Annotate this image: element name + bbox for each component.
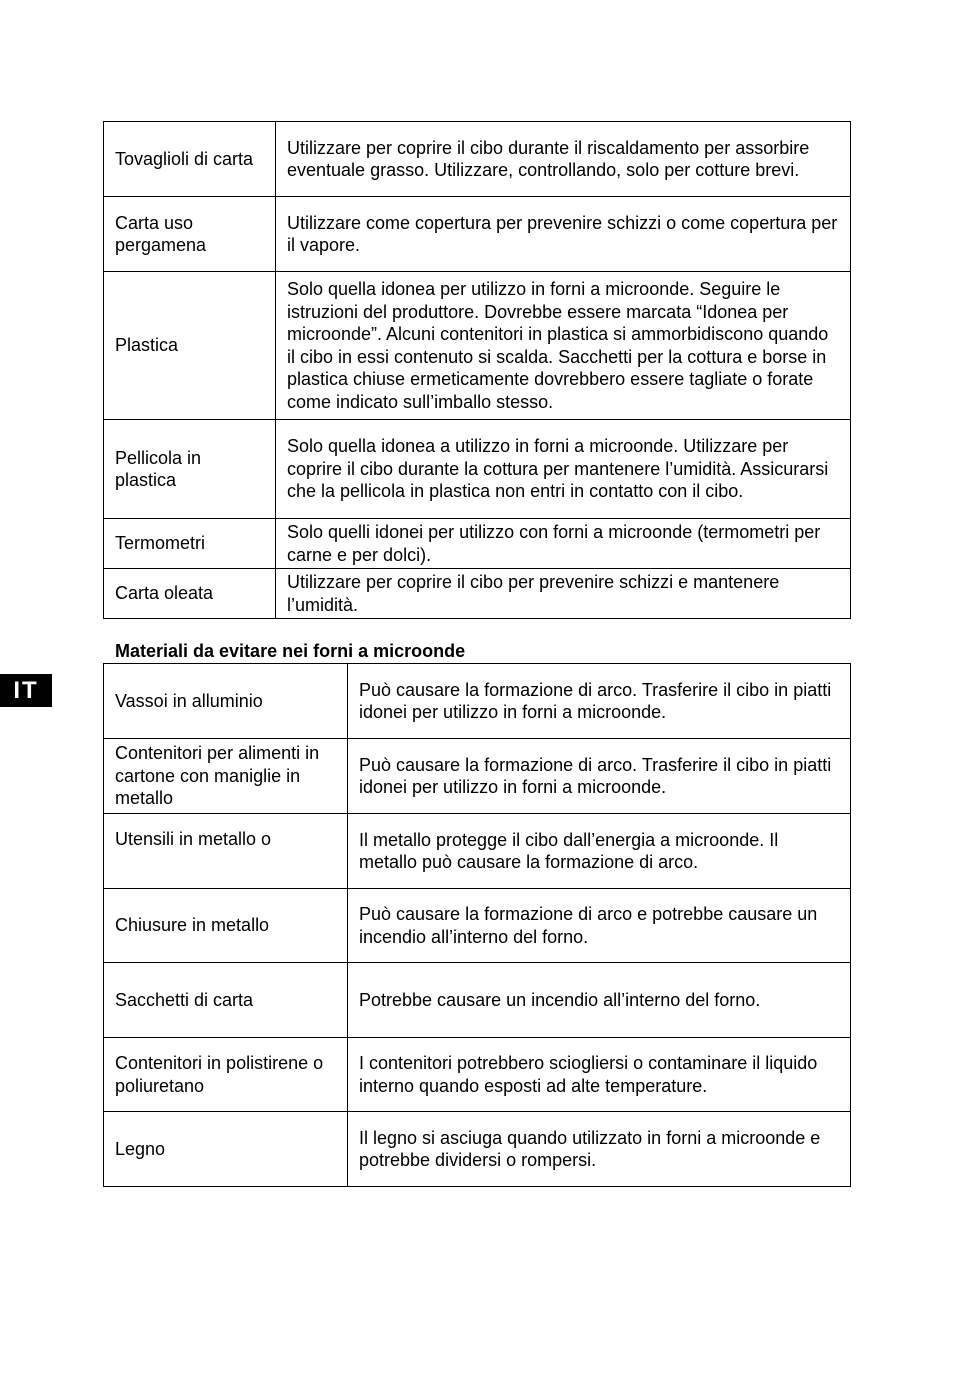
- table-row: [104, 420, 851, 519]
- notes-cell: I contenitori potrebbero sciogliersi o contaminare il liquido interno quando esposti ad alte temperature.: [348, 1038, 851, 1112]
- notes-cell: Utilizzare come copertura per prevenire schizzi o come copertura per il vapore.: [276, 197, 851, 272]
- table-row: [104, 1112, 851, 1187]
- notes-cell: Utilizzare per coprire il cibo durante il riscaldamento per assorbire eventuale grasso. Utilizzare, controllando, solo per cotture brevi.: [276, 122, 851, 197]
- notes-cell: Potrebbe causare un incendio all’interno del forno.: [348, 963, 851, 1038]
- avoid-materials-table: [103, 663, 851, 1187]
- table-row: [104, 569, 851, 619]
- table-row: [104, 664, 851, 739]
- table-row: [104, 272, 851, 420]
- material-cell: Contenitori in polistirene o poliuretano: [104, 1038, 348, 1112]
- notes-cell: Può causare la formazione di arco. Trasferire il cibo in piatti idonei per utilizzo in forni a microonde.: [348, 664, 851, 739]
- material-cell: Legno: [104, 1112, 348, 1187]
- material-cell: Tovaglioli di carta: [104, 122, 276, 197]
- material-cell: Plastica: [104, 272, 276, 420]
- material-cell: Contenitori per alimenti in cartone con maniglie in metallo: [104, 739, 348, 814]
- table-row: [104, 1038, 851, 1112]
- table-row: [104, 963, 851, 1038]
- material-cell: Sacchetti di carta: [104, 963, 348, 1038]
- material-cell: Chiusure in metallo: [104, 889, 348, 963]
- material-cell: Utensili in metallo o: [104, 814, 348, 889]
- compatible-materials-table: [103, 121, 851, 619]
- notes-cell: Il metallo protegge il cibo dall’energia a microonde. Il metallo può causare la formazione di arco.: [348, 814, 851, 889]
- table-row: [104, 814, 851, 889]
- table-row: [104, 122, 851, 197]
- material-cell: Vassoi in alluminio: [104, 664, 348, 739]
- material-cell: Carta uso pergamena: [104, 197, 276, 272]
- notes-cell: Può causare la formazione di arco e potrebbe causare un incendio all’interno del forno.: [348, 889, 851, 963]
- notes-cell: Utilizzare per coprire il cibo per prevenire schizzi e mantenere l’umidità.: [276, 569, 851, 619]
- material-cell: Termometri: [104, 519, 276, 569]
- notes-cell: Solo quella idonea per utilizzo in forni a microonde. Seguire le istruzioni del produttore. Dovrebbe essere marcata “Idonea per microonde”. Alcuni contenitori in plastica si ammorbidiscono quando il cibo in essi contenuto si scalda. Sacchetti per la cottura e borse in plastica chiuse ermeticamente dovrebbero essere tagliate o forate come indicato sull’imballo stesso.: [276, 272, 851, 420]
- notes-cell: Il legno si asciuga quando utilizzato in forni a microonde e potrebbe dividersi o rompersi.: [348, 1112, 851, 1187]
- notes-cell: Solo quelli idonei per utilizzo con forni a microonde (termometri per carne e per dolci).: [276, 519, 851, 569]
- table-row: [104, 197, 851, 272]
- section-heading: Materiali da evitare nei forni a microonde: [115, 641, 466, 661]
- notes-cell: Solo quella idonea a utilizzo in forni a microonde. Utilizzare per coprire il cibo durante la cottura per mantenere l’umidità. Assicurarsi che la pellicola in plastica non entri in contatto con il cibo.: [276, 420, 851, 519]
- table-row: [104, 519, 851, 569]
- material-cell: Carta oleata: [104, 569, 276, 619]
- table-row: [104, 739, 851, 814]
- language-tab: IT: [0, 674, 52, 707]
- notes-cell: Può causare la formazione di arco. Trasferire il cibo in piatti idonei per utilizzo in forni a microonde.: [348, 739, 851, 814]
- table-row: [104, 889, 851, 963]
- material-cell: Pellicola in plastica: [104, 420, 276, 519]
